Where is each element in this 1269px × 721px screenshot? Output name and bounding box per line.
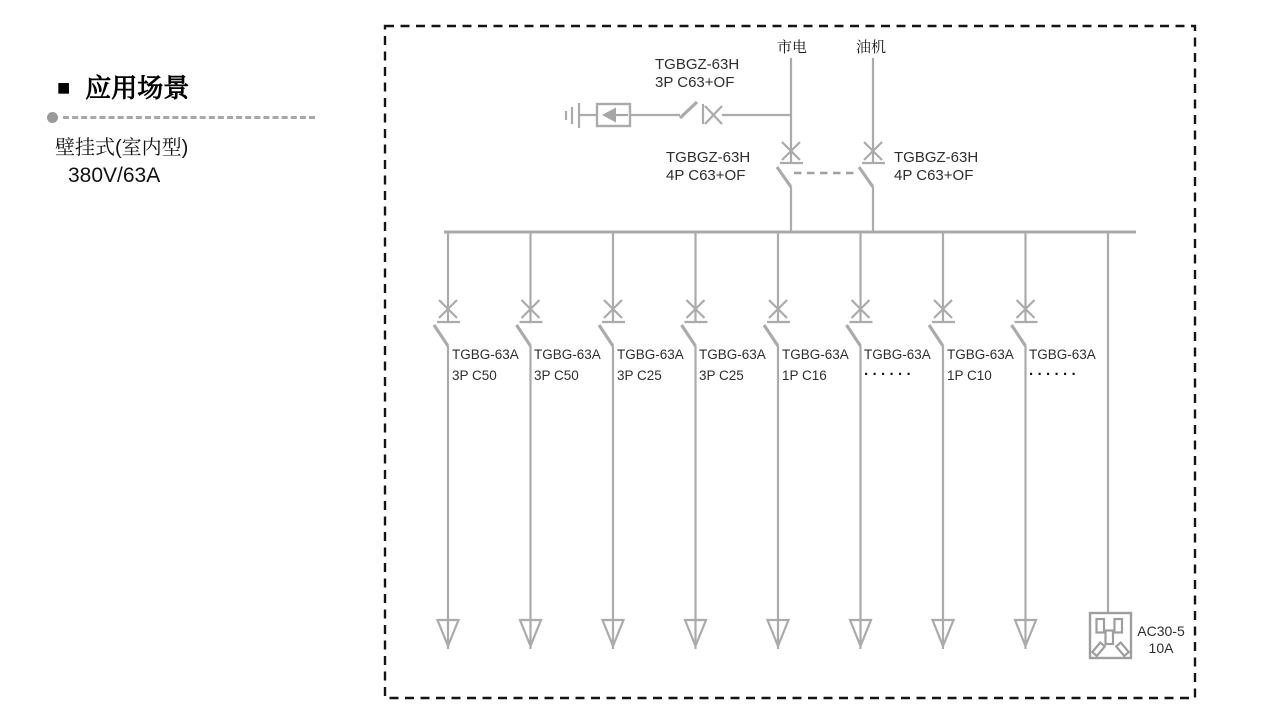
feeder-model: TGBG-63A [864,347,931,362]
socket-rating: 10A [1148,639,1174,656]
feeder-8-symbol [1012,232,1038,649]
ats-breaker-right-label [894,149,978,185]
ats-left-model: TGBGZ-63H [666,149,751,166]
spd-surge-protector-icon [579,104,630,126]
feeder-model: TGBG-63A [617,347,684,362]
feeder-rating: 1P C16 [782,367,827,383]
feeder-7-symbol [929,232,955,649]
feeder-3-label [617,345,684,386]
feeder-6-label [864,345,931,384]
voltage-spec-label: 380V/63A [68,164,161,187]
feeder-4-label [699,345,766,386]
ats-breaker-mains-symbol [777,58,803,232]
feeder-model: TGBG-63A [534,347,601,362]
feeder-rating: 3P C50 [452,367,497,383]
mount-type-label: 壁挂式(室内型) [55,137,189,159]
feeder-model: TGBG-63A [1029,347,1096,362]
source-generator-label: 油机 [856,39,887,56]
ats-right-rating: 4P C63+OF [894,167,974,184]
socket-icon [1090,613,1131,658]
feeder-5-label [782,345,849,386]
feeder-rating: 1P C10 [947,367,992,383]
feeder-rating: 3P C25 [617,367,662,383]
spd-breaker-label [655,56,739,91]
feeder-rating: 3P C25 [699,367,744,383]
feeder-2-symbol [517,232,543,649]
feeder-model: TGBG-63A [699,347,766,362]
feeder-7-label [947,345,1014,386]
feeder-3-symbol [599,232,625,649]
feeder-2-label [534,345,601,386]
square-bullet-icon: ■ [57,74,71,100]
feeder-rating: 3P C50 [534,367,579,383]
feeder-5-symbol [764,232,790,649]
socket-label [1132,623,1190,656]
feeder-1-symbol [434,232,460,649]
ats-left-rating: 4P C63+OF [666,167,746,184]
ground-icon [566,103,579,128]
feeder-4-symbol [682,232,708,649]
spd-breaker-model: TGBGZ-63H [655,56,740,73]
feeder-6-symbol [847,232,873,649]
spd-breaker-symbol [630,102,791,124]
feeder-model: TGBG-63A [452,347,519,362]
socket-model: AC30-5 [1137,623,1185,639]
ats-breaker-generator-symbol [859,58,885,232]
ats-breaker-left-label [666,149,750,185]
ats-right-model: TGBGZ-63H [894,149,979,166]
feeder-model: TGBG-63A [947,347,1014,362]
feeder-rating-dots: ······ [864,365,915,383]
feeder-rating-dots: ······ [1029,365,1080,383]
spd-breaker-rating: 3P C63+OF [655,73,735,91]
feeder-8-label [1029,345,1096,384]
section-title: 应用场景 [85,73,190,103]
feeder-1-label [452,345,519,386]
source-mains-label: 市电 [777,39,808,56]
feeder-model: TGBG-63A [782,347,849,362]
